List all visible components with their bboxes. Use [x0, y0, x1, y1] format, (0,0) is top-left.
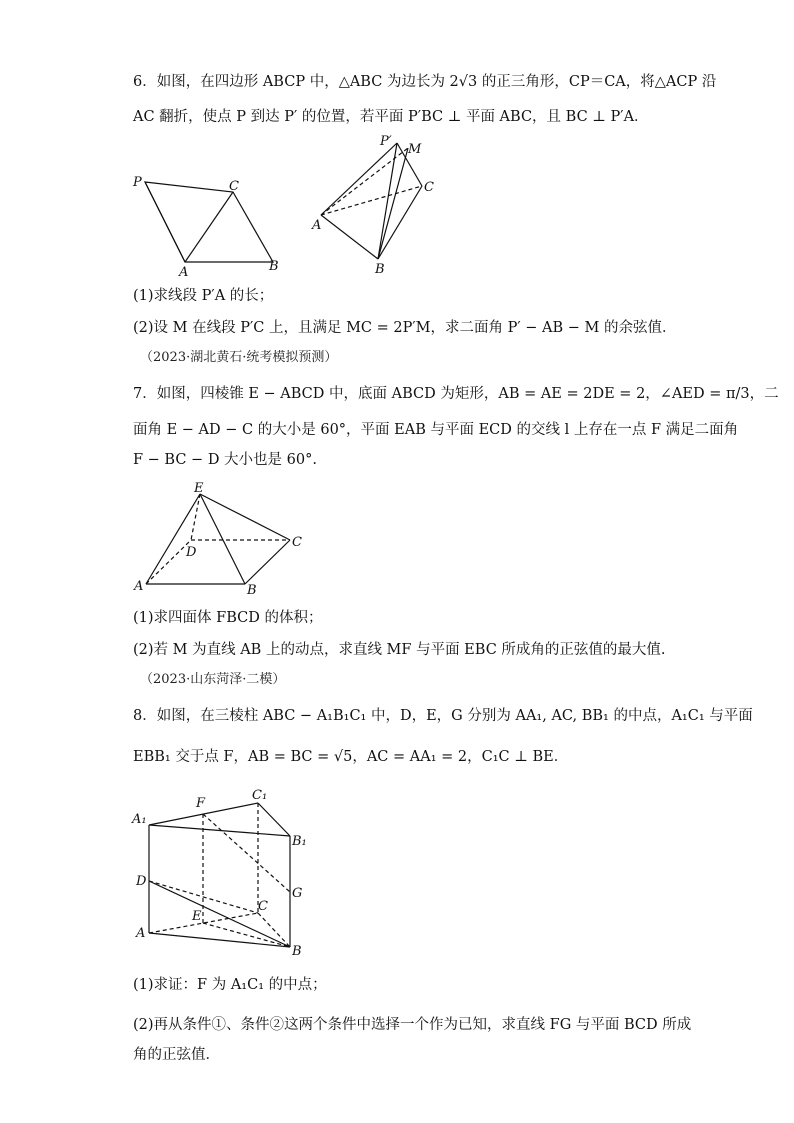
q7-figure-pyramid — [130, 478, 310, 598]
q7-sub-1: (1)求四面体 FBCD 的体积； — [133, 610, 323, 626]
q8-fig-label-A1: A₁ — [132, 812, 147, 827]
q6-figure-quadrilateral — [125, 170, 295, 280]
q7-source: （2023·湖北黄石·统考模拟预测） — [140, 350, 338, 365]
q8-figure-prism — [130, 785, 320, 960]
q8-fig-label-C: C — [258, 899, 268, 914]
q6-figure-folded — [300, 133, 450, 278]
q7-sub-2: (2)若 M 为直线 AB 上的动点，求直线 MF 与平面 EBC 所成角的正弦值的最大值. — [133, 642, 666, 658]
q8-sub-2: (2)再从条件①、条件②这两个条件中选择一个作为已知，求直线 FG 与平面 BCD 所成 — [133, 1017, 692, 1033]
q7-line-1: 7．如图，四棱锥 E − ABCD 中，底面 ABCD 为矩形，AB = AE = 2DE = 2，∠AED = π/3，二 — [133, 386, 779, 402]
q8-source: （2023·山东菏泽·二模） — [140, 672, 286, 687]
q6-fig1-label-B: B — [269, 259, 279, 274]
q7-fig-label-B: B — [247, 583, 257, 598]
q8-sub-3: 角的正弦值． — [133, 1047, 220, 1063]
q8-sub-1: (1)求证：F 为 A₁C₁ 的中点； — [133, 977, 327, 993]
q8-line-2: EBB₁ 交于点 F，AB = BC = √5，AC = AA₁ = 2，C₁C ⊥ BE． — [133, 749, 569, 765]
q8-line-1: 8．如图，在三棱柱 ABC − A₁B₁C₁ 中，D，E，G 分别为 AA₁, AC, BB₁ 的中点，A₁C₁ 与平面 — [133, 708, 753, 724]
q8-fig-label-G: G — [292, 886, 303, 901]
q6-line-2: AC 翻折，使点 P 到达 P′ 的位置，若平面 P′BC ⊥ 平面 ABC，且 BC ⊥ P′A． — [133, 109, 649, 125]
q6-line-1: 6．如图，在四边形 ABCP 中，△ABC 为边长为 2√3 的正三角形，CP＝CA，将△ACP 沿 — [133, 74, 717, 90]
q6-fig2-label-A: A — [312, 218, 322, 233]
q6-fig2-label-B: B — [375, 262, 385, 277]
q6-fig1-label-A: A — [179, 265, 189, 280]
q8-fig-label-B: B — [292, 944, 302, 959]
q8-fig-label-F: F — [196, 796, 206, 811]
q8-fig-label-C1: C₁ — [252, 788, 268, 803]
q8-fig-label-B1: B₁ — [292, 834, 307, 849]
q8-fig-label-D: D — [136, 874, 147, 889]
q7-fig-label-E: E — [194, 481, 204, 496]
q8-fig-label-A: A — [136, 926, 146, 941]
q7-fig-label-A: A — [134, 579, 144, 594]
q7-fig-label-C: C — [292, 535, 302, 550]
q7-line-3: F − BC − D 大小也是 60°. — [133, 452, 317, 468]
q6-fig2-label-M: M — [408, 142, 422, 157]
q6-fig1-label-P: P — [133, 175, 142, 190]
q6-sub-1: (1)求线段 P′A 的长； — [133, 288, 274, 304]
q6-fig2-label-C: C — [424, 180, 434, 195]
q7-fig-label-D: D — [186, 545, 197, 560]
q6-sub-2: (2)设 M 在线段 P′C 上，且满足 MC = 2P′M，求二面角 P′ − AB − M 的余弦值． — [133, 320, 677, 336]
q7-line-2: 面角 E − AD − C 的大小是 60°，平面 EAB 与平面 ECD 的交线 l 上存在一点 F 满足二面角 — [133, 422, 739, 438]
q8-fig-label-E: E — [192, 909, 202, 924]
q6-fig1-label-C: C — [229, 179, 239, 194]
q6-fig2-label-Pprime: P′ — [380, 134, 392, 149]
